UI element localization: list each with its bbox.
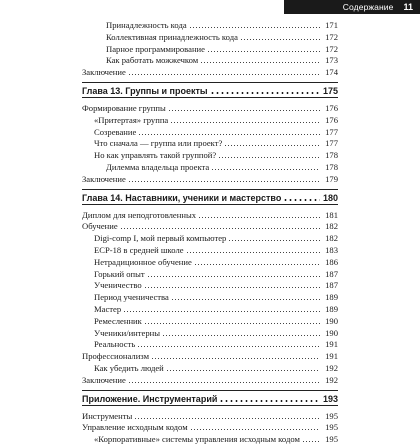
toc-entry-title: Созревание <box>94 126 137 137</box>
toc-entry[interactable] <box>0 278 420 290</box>
toc-entry-page: 187 <box>325 280 338 291</box>
dot-leader <box>190 429 320 430</box>
dot-leader <box>137 346 320 347</box>
toc-entry-page: 177 <box>325 126 338 137</box>
toc-entry-title: Но как управлять такой группой? <box>94 150 217 161</box>
toc-entry[interactable] <box>0 101 420 113</box>
dot-leader <box>200 62 320 63</box>
toc-entry-page: 182 <box>325 221 338 232</box>
toc-entry[interactable] <box>0 432 420 444</box>
toc-chapter-entry[interactable] <box>0 84 420 96</box>
toc-entry-title: Глава 13. Группы и проекты <box>82 86 208 96</box>
toc-entry-title: Мастер <box>94 304 122 314</box>
toc-entry[interactable] <box>0 42 420 54</box>
toc-entry-title: Заключение <box>82 374 126 385</box>
toc-entry-page: 171 <box>325 20 338 30</box>
toc-entry[interactable] <box>0 53 420 65</box>
toc-entry-title: Коллективная принадлежность кода <box>106 31 238 42</box>
dot-leader <box>189 27 320 28</box>
toc-entry[interactable] <box>0 148 420 160</box>
toc-entry-title: Обучение <box>82 221 118 232</box>
chapter-rule <box>82 82 338 83</box>
toc-entry-title: Период ученичества <box>94 292 169 303</box>
chapter-rule <box>82 204 338 205</box>
dot-leader <box>138 134 320 135</box>
toc-entry-title: Ученичество <box>94 280 142 291</box>
dot-leader <box>283 199 320 201</box>
toc-entry-page: 178 <box>325 150 338 161</box>
toc-entry-page: 181 <box>325 209 338 220</box>
toc-entry[interactable] <box>0 373 420 385</box>
toc-entry[interactable] <box>0 30 420 42</box>
toc-entry[interactable] <box>0 337 420 349</box>
dot-leader <box>219 400 320 402</box>
toc-entry-page: 187 <box>325 268 338 279</box>
dot-leader <box>134 418 320 419</box>
dot-leader <box>198 217 320 218</box>
toc-entry-title: Реальность <box>94 339 136 350</box>
toc-entry-title: Управление исходным кодом <box>82 422 188 433</box>
dot-leader <box>162 335 320 336</box>
toc-entry-page: 192 <box>325 363 338 373</box>
toc-entry-page: 195 <box>325 422 338 433</box>
toc-entry-page: 189 <box>325 304 338 314</box>
toc-entry-title: Ученики/интерны <box>94 327 161 338</box>
toc-entry[interactable] <box>0 208 420 220</box>
dot-leader <box>207 51 320 52</box>
toc-entry-page: 190 <box>325 327 338 338</box>
toc-entry-page: 195 <box>325 410 338 421</box>
toc-entry[interactable] <box>0 219 420 231</box>
toc-entry-page: 193 <box>322 393 338 404</box>
toc-entry-title: Как убедить людей <box>94 363 164 373</box>
toc-entry-title: Заключение <box>82 173 126 184</box>
toc-entry-page: 180 <box>322 192 338 203</box>
toc-entry[interactable] <box>0 18 420 30</box>
toc-entry-page: 179 <box>325 173 338 184</box>
chapter-rule <box>82 189 338 190</box>
toc-entry[interactable] <box>0 136 420 148</box>
toc-entry[interactable] <box>0 65 420 77</box>
toc-entry-title: Профессионализм <box>82 351 150 362</box>
toc-entry-page: 189 <box>325 292 338 303</box>
dot-leader <box>211 169 320 170</box>
toc-entry-page: 176 <box>325 103 338 113</box>
toc-entry-page: 182 <box>325 233 338 244</box>
toc-entry-page: 186 <box>325 256 338 267</box>
toc-entry-title: ECP-18 в средней школе <box>94 245 184 255</box>
toc-entry[interactable] <box>0 349 420 361</box>
toc-entry[interactable] <box>0 290 420 302</box>
toc-entry[interactable] <box>0 267 420 279</box>
running-header-title: Содержание <box>342 2 394 12</box>
toc-entry-title: Что сначала — группа или проект? <box>94 138 223 149</box>
toc-entry-page: 172 <box>325 43 338 54</box>
toc-entry-page: 191 <box>325 339 338 350</box>
toc-entry[interactable] <box>0 361 420 373</box>
toc-entry-page: 173 <box>325 55 338 66</box>
toc-entry-title: Нетрадиционное обучение <box>94 256 192 267</box>
dot-leader <box>128 74 320 75</box>
toc-entry-page: 177 <box>325 138 338 149</box>
toc-entry-title: Digi-comp I, мой первый компьютер <box>94 233 227 244</box>
toc-entry-title: Формирование группы <box>82 103 166 113</box>
dot-leader <box>302 441 320 442</box>
dot-leader <box>128 382 320 383</box>
toc-entry-page: 174 <box>325 67 338 78</box>
dot-leader <box>151 358 320 359</box>
toc-entry[interactable] <box>0 255 420 267</box>
toc-entry-page: 191 <box>325 351 338 362</box>
toc-chapter-entry[interactable] <box>0 392 420 404</box>
chapter-rule <box>82 97 338 98</box>
dot-leader <box>166 370 320 371</box>
toc-entry-title: Заключение <box>82 67 126 78</box>
dot-leader <box>186 252 320 253</box>
toc-entry-title: Приложение. Инструментарий <box>82 393 218 404</box>
dot-leader <box>144 323 320 324</box>
toc-entry-title: Как работать можжечком <box>106 55 199 66</box>
toc-entry-page: 183 <box>325 245 338 255</box>
dot-leader <box>194 264 320 265</box>
dot-leader <box>218 157 320 158</box>
toc-entry-title: Диплом для неподготовленных <box>82 209 197 220</box>
dot-leader <box>240 39 320 40</box>
dot-leader <box>168 110 320 111</box>
toc-entry-page: 175 <box>322 86 338 96</box>
dot-leader <box>144 287 320 288</box>
toc-entry[interactable] <box>0 125 420 137</box>
dot-leader <box>123 311 320 312</box>
toc-entry-page: 192 <box>325 374 338 385</box>
toc-entry[interactable] <box>0 302 420 314</box>
toc-entry-title: Глава 14. Наставники, ученики и мастерство <box>82 192 282 203</box>
dot-leader <box>147 276 320 277</box>
toc-entry[interactable] <box>0 160 420 172</box>
dot-leader <box>170 122 320 123</box>
toc-entry-title: «Притертая» группа <box>94 114 169 125</box>
toc-entry[interactable] <box>0 409 420 421</box>
toc-entry-page: 195 <box>325 434 338 444</box>
toc-entry-title: Дилемма владельца проекта <box>106 162 210 172</box>
toc-entry[interactable] <box>0 231 420 243</box>
page-number: 11 <box>403 2 413 12</box>
toc-entry-title: Горький опыт <box>94 268 145 279</box>
toc-entry[interactable] <box>0 314 420 326</box>
toc-entry-title: «Корпоративные» системы управления исходным кодом <box>94 434 300 444</box>
dot-leader <box>224 145 320 146</box>
toc-entry-title: Парное программирование <box>106 43 205 54</box>
dot-leader <box>210 92 320 94</box>
toc-entry-page: 176 <box>325 114 338 125</box>
toc-entry-title: Инструменты <box>82 410 133 421</box>
toc-entry-page: 178 <box>325 162 338 172</box>
toc-entry[interactable] <box>0 113 420 125</box>
toc-entry[interactable] <box>0 172 420 184</box>
toc-entry[interactable] <box>0 420 420 432</box>
toc-entry[interactable] <box>0 243 420 255</box>
toc-entry-page: 172 <box>325 31 338 42</box>
toc-chapter-entry[interactable] <box>0 191 420 203</box>
dot-leader <box>228 240 320 241</box>
toc-entry[interactable] <box>0 326 420 338</box>
dot-leader <box>171 299 320 300</box>
dot-leader <box>128 181 320 182</box>
toc-entry-page: 190 <box>325 315 338 326</box>
toc-entry-title: Принадлежность кода <box>106 20 187 30</box>
chapter-rule <box>82 405 338 406</box>
dot-leader <box>120 228 320 229</box>
chapter-rule <box>82 390 338 391</box>
toc-entry-title: Ремесленник <box>94 315 142 326</box>
